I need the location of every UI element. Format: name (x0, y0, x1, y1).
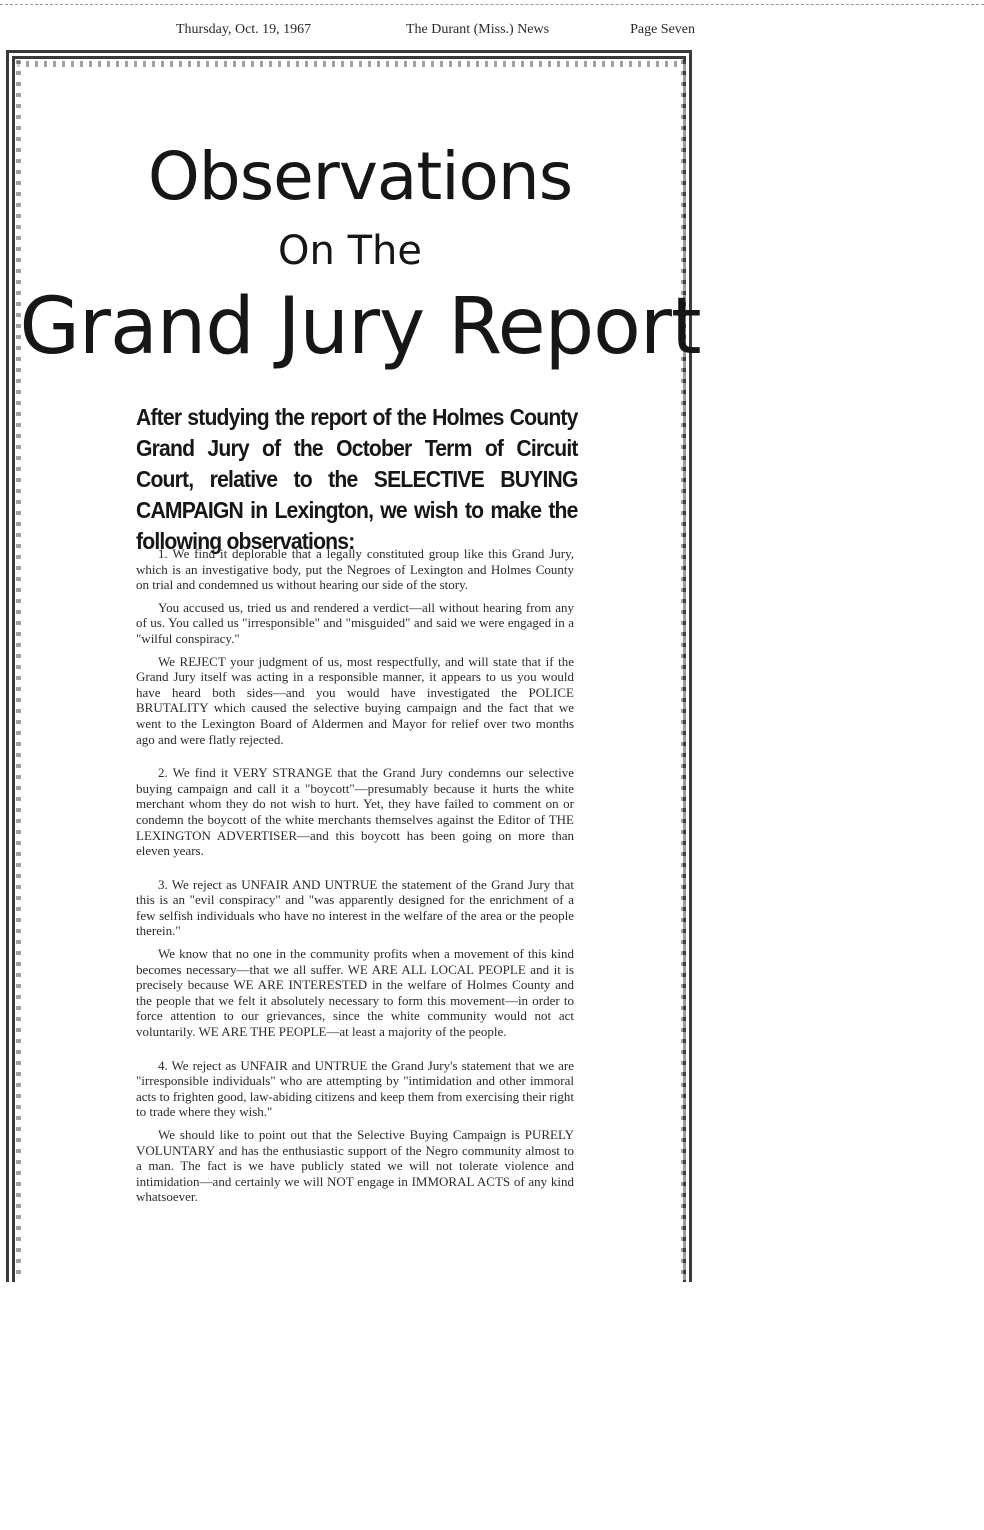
paragraph-4: 4. We reject as UNFAIR and UNTRUE the Grand Jury's statement that we are "irresponsible individuals" who are attempting by "intimidation and other immoral acts to frighten good, law-abiding citizens and keep them from exercising their right to trade where they wish." (136, 1057, 574, 1120)
masthead-date: Thursday, Oct. 19, 1967 (176, 22, 312, 37)
intro-statement: After studying the report of the Holmes County Grand Jury of the October Term of Circuit Court, relative to the SELECTIVE BUYING CAMPAIGN in Lexington, we wish to make the following observations: (136, 404, 578, 554)
paragraph-2: 2. We find it VERY STRANGE that the Grand Jury condemns our selective buying campaign and call it a "boycott"—presumably because it hurts the white merchant whom they do not wish to hurt. Yet, they have failed to comment on or condemn the boycott of the white merchants themselves against the Editor of THE LEXINGTON ADVERTISER—and this boycott has been going on more than eleven years. (136, 765, 574, 859)
paragraph-4b: We should like to point out that the Selective Buying Campaign is PURELY VOLUNTARY and has the enthusiastic support of the Negro community almost to a man. The fact is we have publicly stated we will not tolerate violence and intimidation—and certainly we will NOT engage in IMMORAL ACTS of any kind whatsoever. (136, 1127, 574, 1205)
paragraph-1c: We REJECT your judgment of us, most respectfully, and will state that if the Grand Jury itself was acting in a responsible manner, it appears to us you would have heard both sides—and you would have investigated the POLICE BRUTALITY which caused the selective buying campaign and the fact that we went to the Lexington Board of Aldermen and Mayor for relief over two months ago and were flatly rejected. (136, 653, 574, 747)
page-top-rule (0, 4, 984, 5)
paragraph-1b: You accused us, tried us and rendered a verdict—all without hearing from any of us. You called us "irresponsible" and "misguided" and said we were engaged in a "wilful conspiracy." (136, 599, 574, 646)
article-body (136, 546, 574, 1205)
masthead-page-number: Page Seven (630, 22, 695, 37)
masthead-paper-name: The Durant (Miss.) News (406, 22, 550, 37)
masthead (170, 22, 695, 42)
headline-observations: Observations (147, 138, 573, 215)
paragraph-1: 1. We find it deplorable that a legally constituted group like this Grand Jury, which is an investigative body, put the Negroes of Lexington and Holmes County on trial and condemned us without hearing our side of the story. (136, 546, 574, 593)
paragraph-3b: We know that no one in the community profits when a movement of this kind becomes necessary—that we all suffer. WE ARE ALL LOCAL PEOPLE and it is precisely because WE ARE INTERESTED in the welfare of Holmes County and the people that we felt it absolutely necessary to form this movement—in order to force attention to our grievances, since the white community would not act voluntarily. WE ARE THE PEOPLE—at least a majority of the people. (136, 946, 574, 1040)
headline-on-the: On The (278, 228, 422, 274)
paragraph-3: 3. We reject as UNFAIR AND UNTRUE the statement of the Grand Jury that this is an "evil conspiracy" and "was apparently designed for the enrichment of a few selfish individuals who have no interest in the welfare of the area or the people therein." (136, 876, 574, 939)
headline-grand-jury-report: Grand Jury Report (19, 282, 701, 372)
